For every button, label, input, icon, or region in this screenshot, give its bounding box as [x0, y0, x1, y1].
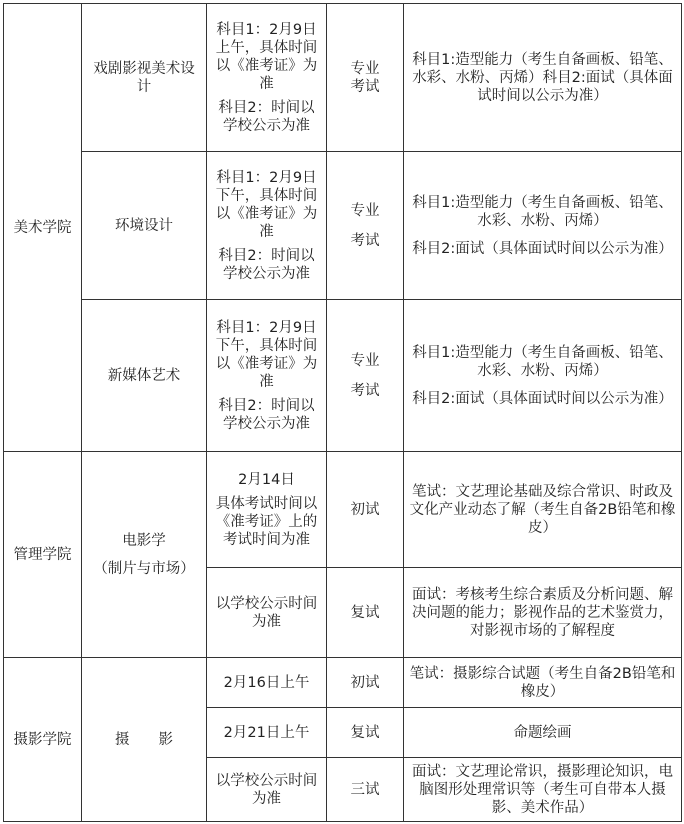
- table-row: [4, 300, 682, 452]
- exam-type: 三试: [327, 758, 404, 822]
- major-name: 环境设计: [82, 152, 207, 300]
- major-name: 戏剧影视美术设计: [82, 4, 207, 152]
- exam-requirement: 科目1:造型能力（考生自备画板、铅笔、水彩、水粉、丙烯） 科目2:面试（具体面试时间以公示为准）: [404, 300, 682, 452]
- college-name: 摄影学院: [4, 658, 82, 822]
- exam-time: 2月21日上午: [207, 708, 327, 758]
- table-row: [4, 658, 682, 708]
- major-name: 新媒体艺术: [82, 300, 207, 452]
- exam-requirement: 面试：文艺理论常识，摄影理论知识，电脑图形处理常识等（考生可自带本人摄影、美术作品）: [404, 758, 682, 822]
- major-name: 电影学 （制片与市场）: [82, 452, 207, 658]
- exam-time: 2月16日上午: [207, 658, 327, 708]
- exam-requirement: 命题绘画: [404, 708, 682, 758]
- exam-requirement: 科目1:造型能力（考生自备画板、铅笔、水彩、水粉、丙烯） 科目2:面试（具体面试时间以公示为准）: [404, 152, 682, 300]
- exam-type: 初试: [327, 658, 404, 708]
- exam-requirement: 面试：考核考生综合素质及分析问题、解决问题的能力；影视作品的艺术鉴赏力，对影视市场的了解程度: [404, 568, 682, 658]
- table-row: [4, 4, 682, 152]
- table-row: [4, 452, 682, 568]
- exam-type: 专业 考试: [327, 152, 404, 300]
- exam-requirement: 科目1:造型能力（考生自备画板、铅笔、水彩、水粉、丙烯）科目2:面试（具体面试时间以公示为准）: [404, 4, 682, 152]
- exam-time: 2月14日 具体考试时间以《准考证》上的考试时间为准: [207, 452, 327, 568]
- exam-type: 专业 考试: [327, 4, 404, 152]
- exam-time: 以学校公示时间为准: [207, 568, 327, 658]
- exam-type: 复试: [327, 568, 404, 658]
- table-row: [4, 152, 682, 300]
- exam-time: 科目1：2月9日下午，具体时间以《准考证》为准 科目2：时间以学校公示为准: [207, 152, 327, 300]
- exam-time: 科目1：2月9日上午，具体时间以《准考证》为准 科目2：时间以学校公示为准: [207, 4, 327, 152]
- exam-type: 初试: [327, 452, 404, 568]
- exam-type: 复试: [327, 708, 404, 758]
- college-name: 美术学院: [4, 4, 82, 452]
- exam-time: 以学校公示时间为准: [207, 758, 327, 822]
- exam-requirement: 笔试：文艺理论基础及综合常识、时政及文化产业动态了解（考生自备2B铅笔和橡皮）: [404, 452, 682, 568]
- exam-time: 科目1：2月9日下午，具体时间以《准考证》为准 科目2：时间以学校公示为准: [207, 300, 327, 452]
- exam-requirement: 笔试：摄影综合试题（考生自备2B铅笔和橡皮）: [404, 658, 682, 708]
- major-name: 摄 影: [82, 658, 207, 822]
- exam-schedule-table: [3, 3, 682, 822]
- college-name: 管理学院: [4, 452, 82, 658]
- exam-type: 专业 考试: [327, 300, 404, 452]
